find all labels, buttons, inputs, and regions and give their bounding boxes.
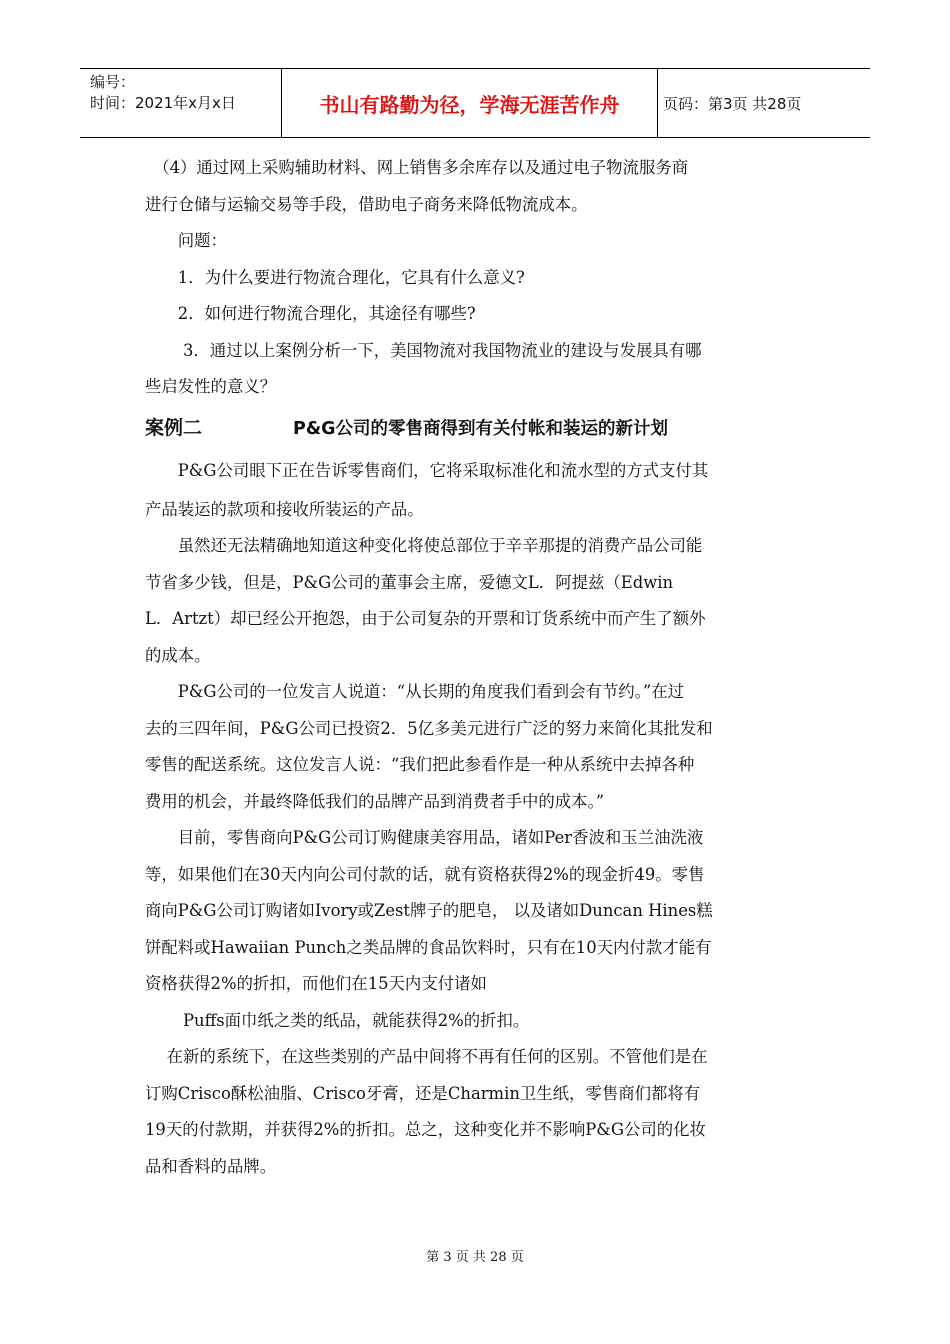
text-line: 去的三四年间，P&G公司已投资2．5亿多美元进行广泛的努力来简化其批发和 xyxy=(145,718,713,738)
text-line: 资格获得2%的折扣，而他们在15天内支付诸如 xyxy=(145,974,487,993)
text-line: 在新的系统下，在这些类别的产品中间将不再有任何的区别。不管他们是在 xyxy=(145,1047,708,1066)
header-number-label: 编号： xyxy=(90,73,136,91)
text-line: 19天的付款期，并获得2%的折扣。总之，这种变化并不影响P&G公司的化妆 xyxy=(145,1120,706,1139)
text-line: Puffs面巾纸之类的纸品，就能获得2%的折扣。 xyxy=(145,1010,530,1030)
case-label: 案例二 xyxy=(145,416,203,439)
text-line: 进行仓储与运输交易等手段，借助电子商务来降低物流成本。 xyxy=(145,194,588,214)
text-line: 些启发性的意义？ xyxy=(145,377,277,396)
text-line: 的成本。 xyxy=(145,645,211,665)
case-heading xyxy=(145,406,810,450)
header-date: 时间：2021年x月x日 xyxy=(90,94,236,112)
question-item: 3．通过以上案例分析一下，美国物流对我国物流业的建设与发展具有哪 xyxy=(145,340,702,360)
text-line: P&G公司眼下正在告诉零售商们，它将采取标准化和流水型的方式支付其 xyxy=(145,460,709,480)
text-line: 等，如果他们在30天内向公司付款的话，就有资格获得2%的现金折49。零售 xyxy=(145,864,705,884)
text-line: 节省多少钱，但是，P&G公司的董事会主席，爱德文L．阿提兹（Edwin xyxy=(145,572,674,592)
question-item: 2．如何进行物流合理化，其途径有哪些? xyxy=(145,304,476,323)
text-line: L．Artzt）却已经公开抱怨，由于公司复杂的开票和订货系统中而产生了额外 xyxy=(145,609,706,628)
header-page-info: 页码：第3页 共28页 xyxy=(663,94,802,113)
text-line: 目前，零售商向P&G公司订购健康美容用品，诸如Per香波和玉兰油洗液 xyxy=(145,828,704,847)
document-body xyxy=(145,150,810,1185)
text-line: 商向P&G公司订购诸如Ivory或Zest牌子的肥皂， 以及诸如Duncan Hines糕 xyxy=(145,901,713,920)
header-meta xyxy=(80,69,282,137)
text-line: 费用的机会，并最终降低我们的品牌产品到消费者手中的成本。” xyxy=(145,791,605,811)
header-motto: 书山有路勤为径，学海无涯苦作舟 xyxy=(282,69,658,137)
text-line: 产品装运的款项和接收所装运的产品。 xyxy=(145,499,424,519)
text-line: 品和香料的品牌。 xyxy=(145,1156,277,1176)
page-footer: 第 3 页 共 28 页 xyxy=(426,1250,524,1265)
case-title: P&G公司的零售商得到有关付帐和装运的新计划 xyxy=(293,418,668,439)
text-line: P&G公司的一位发言人说道：“从长期的角度我们看到会有节约。”在过 xyxy=(145,682,684,701)
text-line: 零售的配送系统。这位发言人说：“我们把此参看作是一种从系统中去掉各种 xyxy=(145,755,695,774)
question-heading: 问题： xyxy=(145,231,227,250)
text-line: 饼配料或Hawaiian Punch之类品牌的食品饮料时，只有在10天内付款才能有 xyxy=(145,937,712,957)
page-header xyxy=(80,68,870,138)
text-line: 订购Crisco酥松油脂、Crisco牙膏，还是Charmin卫生纸，零售商们都将有 xyxy=(145,1083,701,1103)
question-item: 1．为什么要进行物流合理化，它具有什么意义? xyxy=(145,267,525,287)
text-line: （4）通过网上采购辅助材料、网上销售多余库存以及通过电子物流服务商 xyxy=(145,158,689,177)
text-line: 虽然还无法精确地知道这种变化将使总部位于辛辛那提的消费产品公司能 xyxy=(145,536,703,555)
